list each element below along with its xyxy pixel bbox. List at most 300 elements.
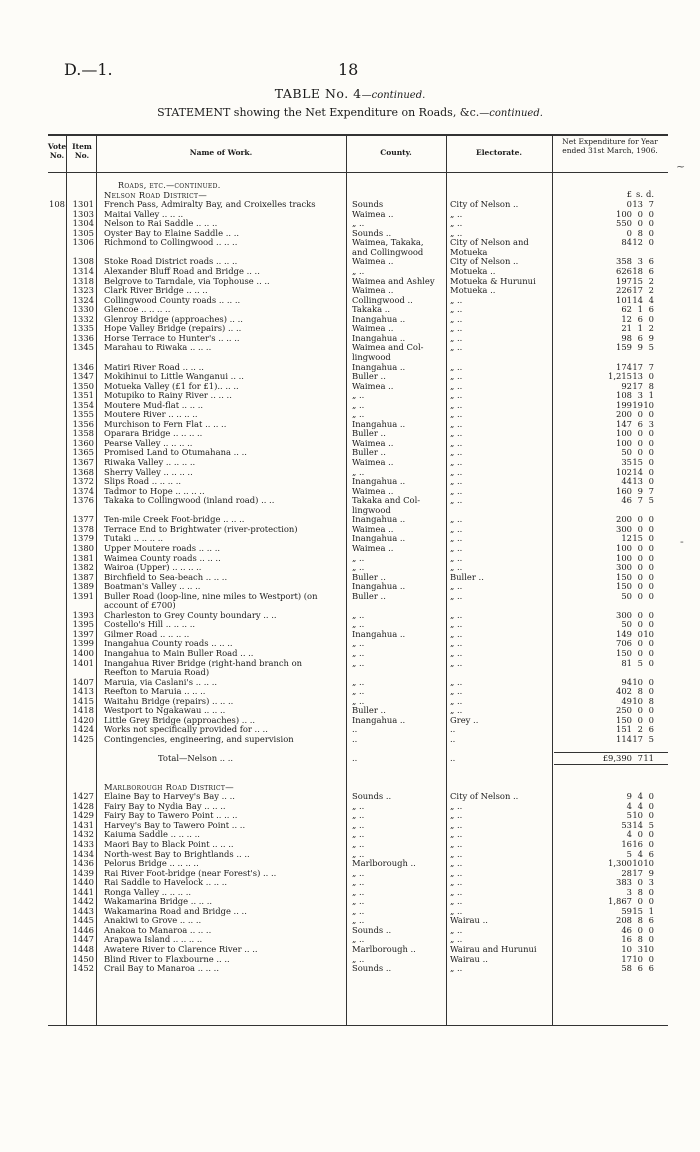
pence: 0 (648, 208, 654, 219)
pounds: 300 (616, 562, 632, 572)
shillings-symbol: s. (636, 189, 643, 199)
electorate: „ .. (450, 819, 463, 830)
county: Waimea .. (352, 485, 394, 496)
pence: 0 (648, 542, 654, 553)
pence: 0 (648, 457, 654, 467)
electorate: „ .. (450, 934, 463, 945)
electorate: .. (450, 724, 456, 735)
electorate: „ .. (450, 208, 463, 219)
pence: 9 (648, 867, 654, 878)
total-rule (554, 764, 668, 765)
header-rule (48, 172, 668, 173)
electorate: „ .. (450, 227, 463, 238)
pence: 2 (648, 275, 654, 286)
electorate: „ .. (450, 428, 463, 439)
electorate: „ .. (450, 409, 463, 420)
pence: 0 (648, 227, 654, 238)
electorate: „ .. (450, 924, 463, 935)
pence: 8 (648, 380, 654, 391)
shillings: 6 (637, 418, 643, 429)
electorate: „ .. (450, 695, 463, 706)
pounds: 101 (616, 294, 632, 305)
electorate: „ .. (450, 533, 463, 544)
work-name: Boatman's Valley .. .. .. (104, 581, 201, 592)
shillings: 5 (637, 657, 643, 668)
margin-mark: ~ (676, 160, 686, 173)
pounds: 16 (621, 934, 632, 945)
pounds: 197 (616, 275, 632, 286)
page-number: 18 (338, 60, 359, 79)
shillings: 0 (637, 552, 643, 563)
item-no: 1335 (72, 323, 94, 334)
pounds: 108 (616, 390, 632, 401)
pounds: 174 (616, 361, 632, 372)
shillings: 10 (632, 676, 643, 687)
county: „ .. (352, 409, 365, 420)
county: „ .. (352, 905, 365, 916)
pounds: 150 (616, 714, 632, 725)
county: Waimea .. (352, 285, 394, 296)
shillings: 0 (637, 428, 643, 439)
work-name: Anakiwi to Grove .. .. .. (104, 915, 202, 926)
work-name: Total—Nelson .. .. (158, 753, 234, 763)
county: „ .. (352, 676, 365, 687)
electorate: „ .. (450, 371, 463, 381)
pounds: 149 (616, 628, 632, 639)
item-no: 1395 (72, 619, 94, 630)
county: Collingwood .. (352, 294, 413, 305)
county: .. (352, 733, 358, 744)
shillings: 6 (637, 332, 643, 343)
work-name: Elaine Bay to Harvey's Bay .. .. (104, 791, 235, 802)
pounds: 17 (621, 953, 632, 964)
item-no: 1351 (72, 390, 94, 401)
item-no: 1393 (72, 609, 94, 620)
item-no: 1379 (72, 533, 94, 544)
county: Inangahua .. (352, 581, 406, 592)
pence: 1 (648, 390, 654, 401)
work-name: Collingwood County roads .. .. .. (104, 294, 241, 305)
county: „ .. (352, 638, 365, 649)
pence: 0 (648, 886, 654, 897)
col-head-county: County. (380, 148, 412, 157)
electorate: „ .. (450, 313, 463, 324)
shillings: 0 (637, 409, 643, 420)
electorate: Motueka (450, 246, 488, 257)
pounds: 58 (621, 963, 632, 974)
item-no: 1446 (72, 924, 94, 935)
pence: 6 (648, 724, 654, 735)
shillings: 1 (637, 304, 643, 315)
work-name: Inangahua County roads .. .. .. (104, 638, 233, 649)
pounds: 114 (616, 733, 632, 744)
pounds: 10 (621, 944, 632, 954)
pence: 0 (648, 313, 654, 324)
electorate: „ .. (450, 457, 463, 467)
work-name: Wakamarina Road and Bridge .. .. (104, 905, 247, 916)
pounds: 0 (626, 227, 632, 238)
pounds: 5 (626, 848, 632, 859)
work-name: Moutere Mud-flat .. .. .. (104, 399, 204, 410)
work-name: Little Grey Bridge (approaches) .. .. (104, 714, 256, 725)
work-name: Promised Land to Otumahana .. .. (104, 447, 247, 458)
pounds: 626 (616, 265, 632, 276)
table-title (0, 86, 700, 101)
electorate: „ .. (450, 294, 463, 305)
work-name: Westport to Ngakawau .. .. .. (104, 705, 226, 716)
page-series: D.—1. (64, 60, 113, 79)
item-no: 1345 (72, 342, 94, 353)
item-no: 1429 (72, 810, 94, 821)
shillings: 14 (632, 819, 643, 830)
pounds: 159 (616, 342, 632, 353)
pounds: 100 (616, 542, 632, 553)
item-no: 1304 (72, 218, 94, 229)
pounds: 100 (616, 552, 632, 563)
county: „ .. (352, 399, 365, 410)
pence: 0 (648, 609, 654, 620)
county: lingwood (352, 504, 391, 515)
electorate: „ .. (450, 466, 463, 477)
pence: 3 (648, 418, 654, 429)
electorate: Motueka .. (450, 285, 496, 296)
county: Waimea .. (352, 323, 394, 334)
electorate: City of Nelson .. (450, 791, 519, 802)
shillings: 9 (637, 485, 643, 496)
electorate: „ .. (450, 476, 463, 487)
pounds: 9 (626, 791, 632, 802)
work-name: Mokihinui to Little Wanganui .. .. (104, 371, 244, 381)
electorate: „ .. (450, 562, 463, 572)
shillings: 1 (637, 323, 643, 334)
shillings: 0 (637, 523, 643, 534)
pence: 5 (648, 342, 654, 353)
pence: 10 (643, 858, 654, 868)
pence: 0 (648, 657, 654, 668)
electorate: „ .. (450, 886, 463, 897)
county: „ .. (352, 848, 365, 859)
pounds: 4 (626, 829, 632, 840)
county: Inangahua .. (352, 313, 406, 324)
electorate: City of Nelson and (450, 237, 529, 248)
county: „ .. (352, 915, 365, 926)
item-no: 1439 (72, 867, 94, 878)
shillings: 10 (632, 695, 643, 706)
pounds: 81 (621, 657, 632, 668)
pence: 5 (648, 495, 654, 506)
electorate: „ .. (450, 495, 463, 506)
col-divider (66, 134, 67, 1026)
pounds: 46 (621, 924, 632, 935)
pounds: 300 (616, 523, 632, 534)
shillings: 10 (632, 953, 643, 964)
pounds: 94 (621, 676, 632, 687)
electorate: „ .. (450, 905, 463, 916)
electorate: Wairau and Hurunui (450, 944, 537, 954)
electorate: „ .. (450, 609, 463, 620)
electorate: „ .. (450, 581, 463, 592)
work-name: Contingencies, engineering, and supervision (104, 733, 294, 744)
item-no: 1358 (72, 428, 94, 439)
pence: 0 (648, 552, 654, 563)
pounds: 250 (616, 705, 632, 716)
electorate: „ .. (450, 628, 463, 639)
pounds: 12 (621, 313, 632, 324)
county: Sounds (352, 199, 384, 210)
electorate: Wairau .. (450, 953, 488, 964)
pence: 10 (643, 628, 654, 639)
shillings: 12 (632, 237, 643, 248)
county: Waimea .. (352, 437, 394, 448)
pence: 0 (648, 428, 654, 439)
work-name: Works not specifically provided for .. .. (104, 724, 268, 735)
pounds: 50 (621, 447, 632, 458)
pounds: £9,390 (602, 753, 632, 763)
county: Buller .. (352, 590, 386, 601)
work-name: Reefton to Maruia Road) (104, 667, 210, 678)
shillings: 15 (632, 533, 643, 544)
pounds: 706 (616, 638, 632, 649)
item-no: 1382 (72, 562, 94, 572)
item-no: 1314 (72, 265, 94, 276)
work-name: Crail Bay to Manaroa .. .. .. (104, 963, 219, 974)
work-name: Charleston to Grey County boundary .. .. (104, 609, 277, 620)
work-name: Maori Bay to Black Point .. .. .. (104, 838, 234, 849)
pounds: 100 (616, 428, 632, 439)
pence: 0 (648, 714, 654, 725)
electorate: „ .. (450, 705, 463, 716)
pounds: 12 (621, 533, 632, 544)
work-name: Motueka Valley (£1 for £1).. .. .. (104, 380, 239, 391)
work-name: Nelson to Rai Saddle .. .. .. (104, 218, 218, 229)
county: „ .. (352, 657, 365, 668)
electorate: Buller .. (450, 571, 484, 582)
electorate: Grey .. (450, 714, 479, 725)
county: Waimea .. (352, 523, 394, 534)
shillings: 8 (637, 886, 643, 897)
table-bottom-rule (48, 1025, 668, 1026)
county: Waimea .. (352, 380, 394, 391)
item-no: 1407 (72, 676, 94, 687)
pence: 6 (648, 304, 654, 315)
pence: 2 (648, 323, 654, 334)
work-name: Maitai Valley .. .. .. (104, 208, 184, 219)
item-no: 1434 (72, 848, 94, 859)
pence: 0 (648, 562, 654, 572)
margin-mark: - (680, 535, 684, 548)
pence: 1 (648, 905, 654, 916)
item-no: 1318 (72, 275, 94, 286)
pounds: 208 (616, 915, 632, 926)
shillings: 4 (637, 791, 643, 802)
county: Waimea and Ashley (352, 275, 435, 286)
shillings: 7 (637, 753, 643, 763)
county: Inangahua .. (352, 628, 406, 639)
work-name: Oyster Bay to Elaine Saddle .. .. (104, 227, 240, 238)
county: Marlborough .. (352, 944, 416, 954)
work-name: Matiri River Road .. .. .. (104, 361, 204, 372)
pounds: 200 (616, 409, 632, 420)
shillings: 4 (637, 800, 643, 811)
pounds: 53 (621, 819, 632, 830)
electorate: „ .. (450, 657, 463, 668)
electorate: „ .. (450, 867, 463, 878)
item-no: 1305 (72, 227, 94, 238)
item-no: 1432 (72, 829, 94, 840)
county: .. (352, 753, 358, 763)
work-name: Birchfield to Sea-beach .. .. .. (104, 571, 228, 582)
pence-symbol: d. (645, 189, 654, 199)
pence: 4 (648, 294, 654, 305)
pounds: 150 (616, 648, 632, 658)
pence: 6 (648, 265, 654, 276)
work-name: Sherry Valley .. .. .. .. (104, 466, 193, 477)
item-no: 1448 (72, 944, 94, 954)
county: „ .. (352, 218, 365, 229)
item-no: 1350 (72, 380, 94, 391)
electorate: City of Nelson .. (450, 256, 519, 267)
county: Inangahua .. (352, 533, 406, 544)
pence: 8 (648, 695, 654, 706)
county: „ .. (352, 695, 365, 706)
shillings: 13 (632, 476, 643, 487)
county: „ .. (352, 838, 365, 849)
total-rule (554, 752, 668, 753)
county: Takaka and Col- (352, 495, 421, 506)
item-no: 1418 (72, 705, 94, 716)
county: Waimea .. (352, 208, 394, 219)
pounds: 84 (621, 237, 632, 248)
shillings: 3 (637, 390, 643, 401)
col-divider (346, 134, 347, 1026)
county: „ .. (352, 562, 365, 572)
shillings: 0 (637, 590, 643, 601)
item-no: 1355 (72, 409, 94, 420)
work-name: Takaka to Collingwood (inland road) .. .. (104, 495, 275, 506)
col-head-name: Name of Work. (189, 148, 253, 157)
county: Marlborough .. (352, 858, 416, 868)
electorate: .. (450, 733, 456, 744)
shillings: 10 (632, 858, 643, 868)
shillings: 0 (637, 638, 643, 649)
item-no: 1431 (72, 819, 94, 830)
shillings: 0 (637, 896, 643, 907)
pounds: 16 (621, 838, 632, 849)
item-no: 1443 (72, 905, 94, 916)
item-no: 1387 (72, 571, 94, 582)
item-no: 1306 (72, 237, 94, 248)
county: „ .. (352, 953, 365, 964)
shillings: 0 (637, 829, 643, 840)
work-name: Motupiko to Rainy River .. .. .. (104, 390, 232, 401)
pence: 11 (643, 753, 654, 763)
electorate: „ .. (450, 648, 463, 658)
shillings: 6 (637, 313, 643, 324)
pence: 0 (648, 953, 654, 964)
item-no: 1445 (72, 915, 94, 926)
pence: 0 (648, 476, 654, 487)
item-no: 1452 (72, 963, 94, 974)
pence: 0 (648, 409, 654, 420)
pence: 6 (648, 915, 654, 926)
work-name: Anakoa to Manaroa .. .. .. (104, 924, 212, 935)
pounds: 46 (621, 495, 632, 506)
electorate: „ .. (450, 399, 463, 410)
pounds: 199 (616, 399, 632, 410)
shillings: 9 (637, 342, 643, 353)
electorate: „ .. (450, 676, 463, 687)
pounds: 358 (616, 256, 632, 267)
pence: 0 (648, 523, 654, 534)
item-no: 1428 (72, 800, 94, 811)
pence: 0 (648, 619, 654, 630)
item-no: 1360 (72, 437, 94, 448)
work-name: Waimea County roads .. .. .. (104, 552, 221, 563)
county: „ .. (352, 810, 365, 821)
item-no: 1440 (72, 877, 94, 888)
electorate: „ .. (450, 686, 463, 697)
pence: 10 (643, 944, 654, 954)
pounds: 1,215 (608, 371, 632, 381)
shillings: 8 (637, 227, 643, 238)
electorate: „ .. (450, 514, 463, 525)
shillings: 0 (637, 208, 643, 219)
col-divider (446, 134, 447, 1026)
item-no: 1347 (72, 371, 94, 381)
pence: 6 (648, 963, 654, 974)
item-no: 1400 (72, 648, 94, 658)
work-name: Richmond to Collingwood .. .. .. (104, 237, 238, 248)
item-no: 1381 (72, 552, 94, 563)
work-name: Fairy Bay to Tawero Point .. .. .. (104, 810, 238, 821)
county: Sounds .. (352, 791, 392, 802)
county: „ .. (352, 877, 365, 888)
county: „ .. (352, 648, 365, 658)
shillings: 0 (637, 924, 643, 935)
item-no: 1401 (72, 657, 94, 668)
item-no: 1330 (72, 304, 94, 315)
pounds: 100 (616, 208, 632, 219)
pence: 0 (648, 829, 654, 840)
shillings: 18 (632, 265, 643, 276)
county: Takaka .. (352, 304, 391, 315)
pence: 0 (648, 371, 654, 381)
pence: 0 (648, 447, 654, 458)
electorate: „ .. (450, 963, 463, 974)
pounds: 147 (616, 418, 632, 429)
item-no: 1389 (72, 581, 94, 592)
electorate: „ .. (450, 877, 463, 888)
pence: 0 (648, 924, 654, 935)
county: „ .. (352, 619, 365, 630)
electorate: „ .. (450, 485, 463, 496)
electorate: „ .. (450, 390, 463, 401)
item-no: 1399 (72, 638, 94, 649)
electorate: „ .. (450, 619, 463, 630)
county: Buller .. (352, 705, 386, 716)
work-name: Ronga Valley .. .. .. .. (104, 886, 192, 897)
pounds: 4 (626, 800, 632, 811)
shillings: 4 (637, 848, 643, 859)
pounds: 0 (626, 199, 632, 210)
county: Inangahua .. (352, 332, 406, 343)
county: Inangahua .. (352, 361, 406, 372)
electorate: „ .. (450, 323, 463, 334)
county: „ .. (352, 686, 365, 697)
shillings: 0 (637, 648, 643, 658)
county: Waimea and Col- (352, 342, 424, 353)
work-name: Arapawa Island .. .. .. .. (104, 934, 203, 945)
